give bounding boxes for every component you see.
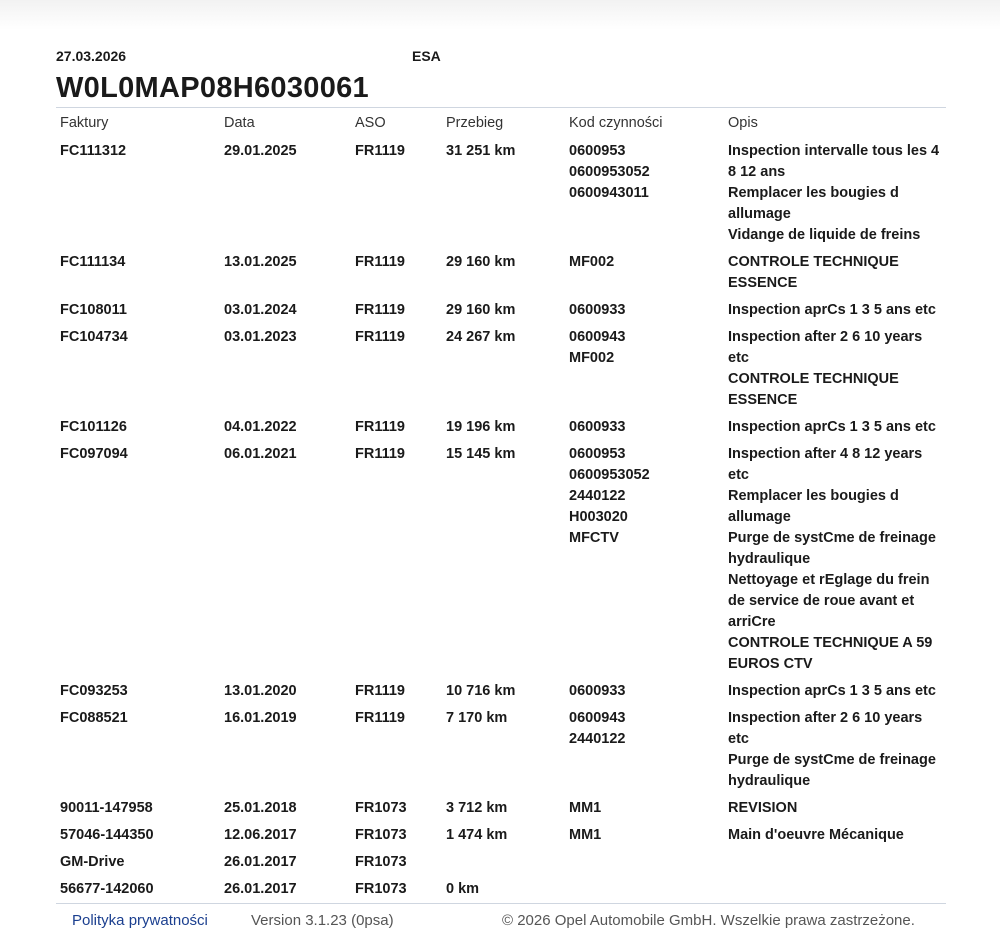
invoice-cell: 57046-144350 (60, 827, 154, 843)
description-line: Purge de systCme de freinage (728, 530, 936, 546)
mileage-cell: 0 km (446, 881, 480, 897)
operation-code: 0600933 (569, 419, 626, 435)
invoice-cell: GM-Drive (60, 854, 125, 870)
dealer-cell: FR1119 (355, 329, 405, 345)
invoice-cell: FC101126 (60, 419, 127, 435)
mileage-cell: 31 251 km (446, 143, 516, 159)
date-cell: 25.01.2018 (224, 800, 297, 816)
description-line: etc (728, 467, 749, 483)
description-line: Remplacer les bougies d (728, 488, 899, 504)
table-row (56, 848, 946, 875)
dealer-cell: FR1073 (355, 881, 407, 897)
dealer-cell: FR1119 (355, 419, 405, 435)
operation-code: 0600943 (569, 710, 626, 726)
date-cell: 26.01.2017 (224, 854, 297, 870)
operation-code-cell (565, 413, 724, 440)
table-row (56, 704, 946, 794)
description-line: Main d'oeuvre Mécanique (728, 827, 904, 843)
operation-code: MM1 (569, 800, 602, 816)
description-line: 8 12 ans (728, 164, 786, 180)
invoice-cell: FC093253 (60, 683, 128, 699)
description-cell (724, 323, 946, 413)
description-line: hydraulique (728, 551, 811, 567)
operation-code: 0600953 (569, 446, 626, 462)
table-row (56, 248, 946, 296)
table-body (56, 137, 946, 902)
description-cell (724, 440, 946, 677)
description-line: Remplacer les bougies d (728, 185, 899, 201)
dealer-cell: FR1119 (355, 446, 405, 462)
footer-divider (56, 903, 946, 904)
service-history-panel (56, 48, 946, 902)
mileage-cell: 29 160 km (446, 254, 516, 270)
invoice-cell: FC088521 (60, 710, 128, 726)
footer (0, 912, 1000, 934)
operation-code: 0600953 (569, 143, 626, 159)
dealer-cell: FR1119 (355, 254, 405, 270)
privacy-policy-link[interactable]: Polityka prywatności (72, 912, 208, 929)
invoice-cell: FC104734 (60, 329, 128, 345)
operation-code-cell (565, 821, 724, 848)
operation-code: MF002 (569, 350, 615, 366)
date-cell: 13.01.2020 (224, 683, 297, 699)
dealer-cell: FR1119 (355, 143, 405, 159)
date-cell: 26.01.2017 (224, 881, 297, 897)
date-cell: 13.01.2025 (224, 254, 297, 270)
date-cell: 04.01.2022 (224, 419, 297, 435)
operation-code: 0600933 (569, 683, 626, 699)
mileage-cell (442, 848, 565, 875)
description-cell (724, 248, 946, 296)
operation-code-cell (565, 704, 724, 794)
service-history-table (56, 108, 946, 902)
date-cell: 03.01.2023 (224, 329, 297, 345)
description-line: Inspection intervalle tous les 4 (728, 143, 940, 159)
description-line: hydraulique (728, 773, 811, 789)
operation-code: 0600953052 (569, 164, 650, 180)
dealer-cell: FR1073 (355, 800, 407, 816)
description-cell (724, 794, 946, 821)
operation-code-cell (565, 440, 724, 677)
date-cell: 03.01.2024 (224, 302, 297, 318)
table-row (56, 413, 946, 440)
invoice-cell: FC108011 (60, 302, 127, 318)
operation-code: 0600953052 (569, 467, 650, 483)
description-cell (724, 821, 946, 848)
dealer-cell: FR1073 (355, 854, 407, 870)
column-header-dealer: ASO (355, 115, 386, 131)
mileage-cell: 3 712 km (446, 800, 508, 816)
description-line: ESSENCE (728, 275, 798, 291)
description-line: arriCre (728, 614, 776, 630)
report-meta (56, 48, 946, 68)
operation-code-cell (565, 875, 724, 902)
description-line: Inspection after 2 6 10 years (728, 329, 923, 345)
operation-code: 0600933 (569, 302, 626, 318)
description-line: Inspection after 4 8 12 years (728, 446, 923, 462)
invoice-cell: 90011-147958 (60, 800, 153, 816)
operation-code: 0600943011 (569, 185, 649, 201)
table-row (56, 794, 946, 821)
mileage-cell: 24 267 km (446, 329, 516, 345)
column-header-date: Data (224, 115, 255, 131)
operation-code-cell (565, 794, 724, 821)
operation-code: 0600943 (569, 329, 626, 345)
table-row (56, 821, 946, 848)
operation-code: MFCTV (569, 530, 619, 546)
table-row (56, 323, 946, 413)
mileage-cell: 7 170 km (446, 710, 508, 726)
description-line: de service de roue avant et (728, 593, 915, 609)
description-cell (724, 296, 946, 323)
operation-code: MM1 (569, 827, 602, 843)
description-line: CONTROLE TECHNIQUE A 59 (728, 635, 933, 651)
vin-title: W0L0MAP08H6030061 (56, 72, 369, 104)
description-line: etc (728, 731, 749, 747)
invoice-cell: FC111134 (60, 254, 126, 270)
invoice-cell: FC097094 (60, 446, 128, 462)
description-line: REVISION (728, 800, 798, 816)
date-cell: 16.01.2019 (224, 710, 297, 726)
operation-code: H003020 (569, 509, 628, 525)
operation-code: 2440122 (569, 488, 626, 504)
description-line: CONTROLE TECHNIQUE (728, 254, 899, 270)
date-cell: 12.06.2017 (224, 827, 297, 843)
table-row (56, 137, 946, 248)
description-line: EUROS CTV (728, 656, 813, 672)
date-cell: 29.01.2025 (224, 143, 297, 159)
report-date: 27.03.2026 (56, 48, 127, 64)
operation-code-cell (565, 248, 724, 296)
description-line: Nettoyage et rEglage du frein (728, 572, 930, 588)
operation-code-cell (565, 848, 724, 875)
mileage-cell: 19 196 km (446, 419, 516, 435)
description-line: ESSENCE (728, 392, 798, 408)
table-header-row (56, 108, 946, 137)
description-cell (724, 704, 946, 794)
table-row (56, 440, 946, 677)
description-line: Inspection after 2 6 10 years (728, 710, 923, 726)
invoice-cell: FC111312 (60, 143, 127, 159)
description-cell (724, 137, 946, 248)
mileage-cell: 10 716 km (446, 683, 516, 699)
operation-code: MF002 (569, 254, 615, 270)
description-line: Vidange de liquide de freins (728, 227, 921, 243)
country-code: ESA (412, 48, 441, 64)
dealer-cell: FR1119 (355, 302, 405, 318)
table-row (56, 875, 946, 902)
description-line: Inspection aprCs 1 3 5 ans etc (728, 419, 936, 435)
description-line: allumage (728, 509, 791, 525)
description-cell (724, 875, 946, 902)
mileage-cell: 15 145 km (446, 446, 516, 462)
description-cell (724, 677, 946, 704)
dealer-cell: FR1119 (355, 683, 405, 699)
invoice-cell: 56677-142060 (60, 881, 154, 897)
copyright-notice: © 2026 Opel Automobile GmbH. Wszelkie prawa zastrzeżone. (502, 912, 915, 929)
mileage-cell: 29 160 km (446, 302, 516, 318)
table-row (56, 296, 946, 323)
version-label: Version 3.1.23 (0psa) (251, 912, 394, 929)
date-cell: 06.01.2021 (224, 446, 297, 462)
table-row (56, 677, 946, 704)
dealer-cell: FR1073 (355, 827, 407, 843)
column-header-operation-code: Kod czynności (569, 115, 663, 131)
column-header-mileage: Przebieg (446, 115, 504, 131)
description-cell (724, 848, 946, 875)
operation-code-cell (565, 677, 724, 704)
dealer-cell: FR1119 (355, 710, 405, 726)
operation-code-cell (565, 137, 724, 248)
description-line: Inspection aprCs 1 3 5 ans etc (728, 683, 936, 699)
column-header-description: Opis (728, 115, 758, 131)
operation-code: 2440122 (569, 731, 626, 747)
description-line: etc (728, 350, 749, 366)
mileage-cell: 1 474 km (446, 827, 508, 843)
description-cell (724, 413, 946, 440)
description-line: allumage (728, 206, 791, 222)
description-line: CONTROLE TECHNIQUE (728, 371, 899, 387)
operation-code-cell (565, 296, 724, 323)
column-header-invoices: Faktury (60, 115, 109, 131)
operation-code-cell (565, 323, 724, 413)
description-line: Inspection aprCs 1 3 5 ans etc (728, 302, 936, 318)
description-line: Purge de systCme de freinage (728, 752, 936, 768)
top-shade (0, 0, 1000, 30)
